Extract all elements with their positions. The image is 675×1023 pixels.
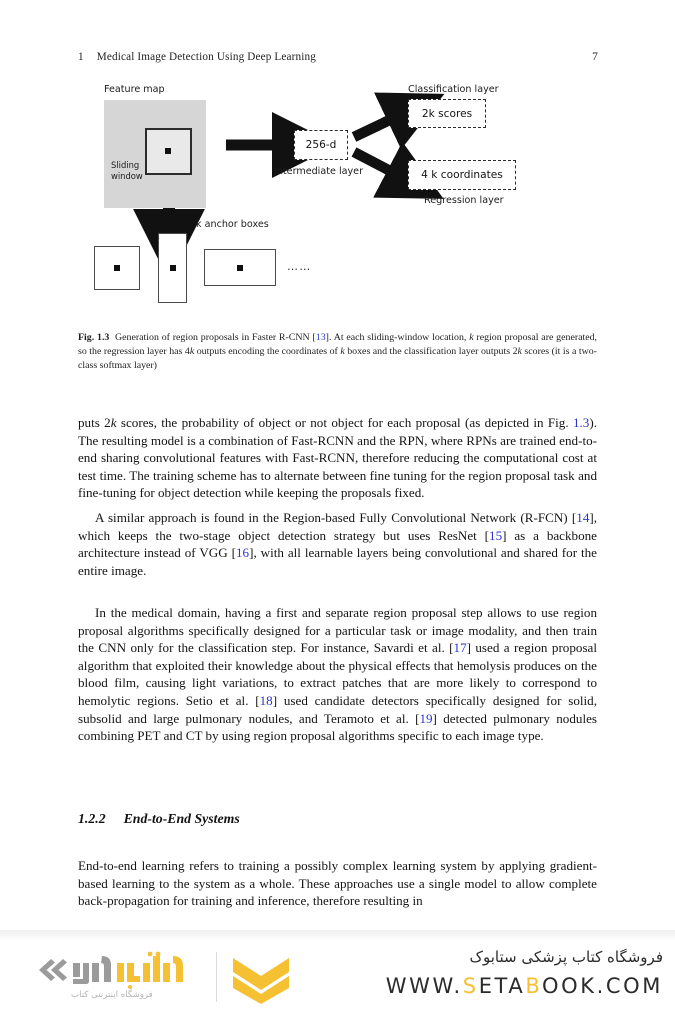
double-chevron-down-icon xyxy=(231,954,291,1004)
anchor-box-tall xyxy=(158,233,187,303)
paragraph-text xyxy=(78,414,597,502)
citation-15[interactable]: 15 xyxy=(489,527,503,543)
anchor-center-dot xyxy=(114,265,120,271)
url-letter-b: B xyxy=(525,973,542,998)
caption-italic-k-4: k xyxy=(517,346,522,358)
brand-divider xyxy=(216,952,217,1002)
citation-16[interactable]: 16 xyxy=(235,545,250,561)
brand-logo-group[interactable] xyxy=(33,948,293,1010)
citation-14[interactable]: 14 xyxy=(576,510,590,525)
regression-output-box: 4 k coordinates xyxy=(408,160,516,190)
classification-output-box: 2k scores xyxy=(408,99,486,128)
body-paragraph-3 xyxy=(78,604,597,745)
body-paragraph-4 xyxy=(78,857,597,910)
brand-text-group xyxy=(363,946,663,998)
url-letter-s: S xyxy=(462,973,479,998)
anchor-boxes-ellipsis: …… xyxy=(287,260,312,273)
anchor-boxes-label: k anchor boxes xyxy=(196,219,269,230)
footer-divider xyxy=(0,930,675,940)
figure-cross-reference-1-3[interactable]: 1.3 xyxy=(572,415,590,430)
classification-layer-label: Classification layer xyxy=(408,84,499,95)
page-number: 7 xyxy=(592,51,598,63)
intermediate-layer-label: Intermediate layer xyxy=(274,166,364,177)
caption-italic-k-2: k xyxy=(189,346,195,358)
citation-13[interactable]: 13 xyxy=(315,332,326,343)
body-paragraph-1 xyxy=(78,414,597,502)
para3-text-c: ] used candidate detectors specifically designed for solid, subsolid and large pulmonary nodules, and Teramoto et al. [ xyxy=(78,693,597,726)
figure-caption-label: Fig. 1.3 xyxy=(78,332,110,343)
para3-text-a: In the medical domain, having a first and separate region proposal step allows to use region proposal algorithms specifically designed for a particular task or image modality, and then train the CNN only for the classification step. For instance, Savardi et al. [ xyxy=(78,605,597,656)
caption-text-3: region proposal are generated, so the regression layer has 4 xyxy=(78,332,598,358)
anchor-box-square xyxy=(94,246,140,290)
anchor-center-dot xyxy=(170,265,176,271)
section-heading xyxy=(78,811,597,827)
caption-text-1: Generation of region proposals in Faster R-CNN [ xyxy=(115,332,316,343)
para2-text-b: ], which keeps the two-stage object detection strategy but uses ResNet [ xyxy=(78,510,597,543)
running-head xyxy=(78,51,598,67)
footer-watermark xyxy=(0,930,675,1023)
website-url[interactable] xyxy=(363,974,663,998)
para3-text-d: ] detected pulmonary nodules combining PET and CT by using region proposal algorithms specific to each image type. xyxy=(78,710,597,744)
sliding-window-center-dot xyxy=(165,148,171,154)
caption-text-5: boxes and the classification layer outputs 2 xyxy=(344,346,518,358)
section-number: 1.2.2 xyxy=(78,811,106,826)
anchor-box-wide xyxy=(204,249,276,286)
para2-text-a: A similar approach is found in the Region-based Fully Convolutional Network (R-FCN) [ xyxy=(95,510,577,525)
para1-text-c: ). The resulting model is a combination of Fast-RCNN and the RPN, where RPNs are trained end-to-end sharing convolutional features with Fast-RCNN, therefore reducing the computational cost at test time. The training scheme has to alternate between fine tuning for the region proposal task and fine-tuning for object detection while keeping the proposals fixed. xyxy=(78,415,597,501)
section-title: End-to-End Systems xyxy=(123,811,240,826)
paragraph-text xyxy=(78,604,597,745)
caption-text-2: ]. At each sliding-window location, xyxy=(325,332,470,343)
caption-italic-k-1: k xyxy=(469,332,474,343)
figure-1-3 xyxy=(78,82,598,317)
para1-italic-k: k xyxy=(110,415,117,430)
url-ook-com: OOK.COM xyxy=(541,973,663,998)
running-head-title: Medical Image Detection Using Deep Learning xyxy=(96,51,316,63)
url-eta: ETA xyxy=(478,973,526,998)
caption-text-4: outputs encoding the coordinates of xyxy=(194,346,341,358)
setabook-wordmark-icon xyxy=(33,950,211,990)
para1-text-b: scores, the probability of object or not object for each proposal (as depicted in Fig. xyxy=(116,415,573,430)
feature-map-label: Feature map xyxy=(104,84,165,95)
caption-text-6: scores (it is a two-class softmax layer) xyxy=(78,346,597,372)
url-prefix: WWW. xyxy=(385,973,463,998)
para2-text-d: ], with all learnable layers being convolutional and shared for the entire image. xyxy=(78,545,597,578)
citation-17[interactable]: 17 xyxy=(453,640,467,656)
anchor-center-dot xyxy=(237,265,243,271)
running-head-chapter-number: 1 xyxy=(78,51,84,63)
caption-italic-k-3: k xyxy=(340,346,345,358)
citation-19[interactable]: 19 xyxy=(419,710,433,726)
paragraph-text: End-to-end learning refers to training a possibly complex learning system by applying gradient-based learning to the system as a whole. These approaches use a single model to allow complete back-propagation for training and inference, therefore resulting in xyxy=(78,858,597,909)
citation-18[interactable]: 18 xyxy=(259,693,273,709)
paragraph-text xyxy=(78,509,597,579)
figure-caption xyxy=(78,331,597,373)
sliding-window-label-line2: window xyxy=(111,171,143,181)
persian-tagline: فروشگاه کتاب پزشکی ستابوک xyxy=(469,948,663,966)
para1-text-a: puts 2 xyxy=(78,415,111,430)
regression-layer-label: Regression layer xyxy=(424,195,504,206)
intermediate-layer-box: 256-d xyxy=(294,130,348,160)
sliding-window-label-line1: Sliding xyxy=(111,160,140,170)
para3-text-b: ] used a region proposal algorithm that exploited their knowledge about the physical effects that hemolysis produces on the blood film, causing light variations, to extract patches that are more likely to correspond to hemolytic regions. Setio et al. [ xyxy=(78,640,597,709)
para2-text-c: ] as a backbone architecture instead of VGG [ xyxy=(78,527,597,561)
brand-subtitle: فروشگاه اینترنتی کتاب xyxy=(71,990,153,1000)
body-paragraph-2 xyxy=(78,509,597,579)
